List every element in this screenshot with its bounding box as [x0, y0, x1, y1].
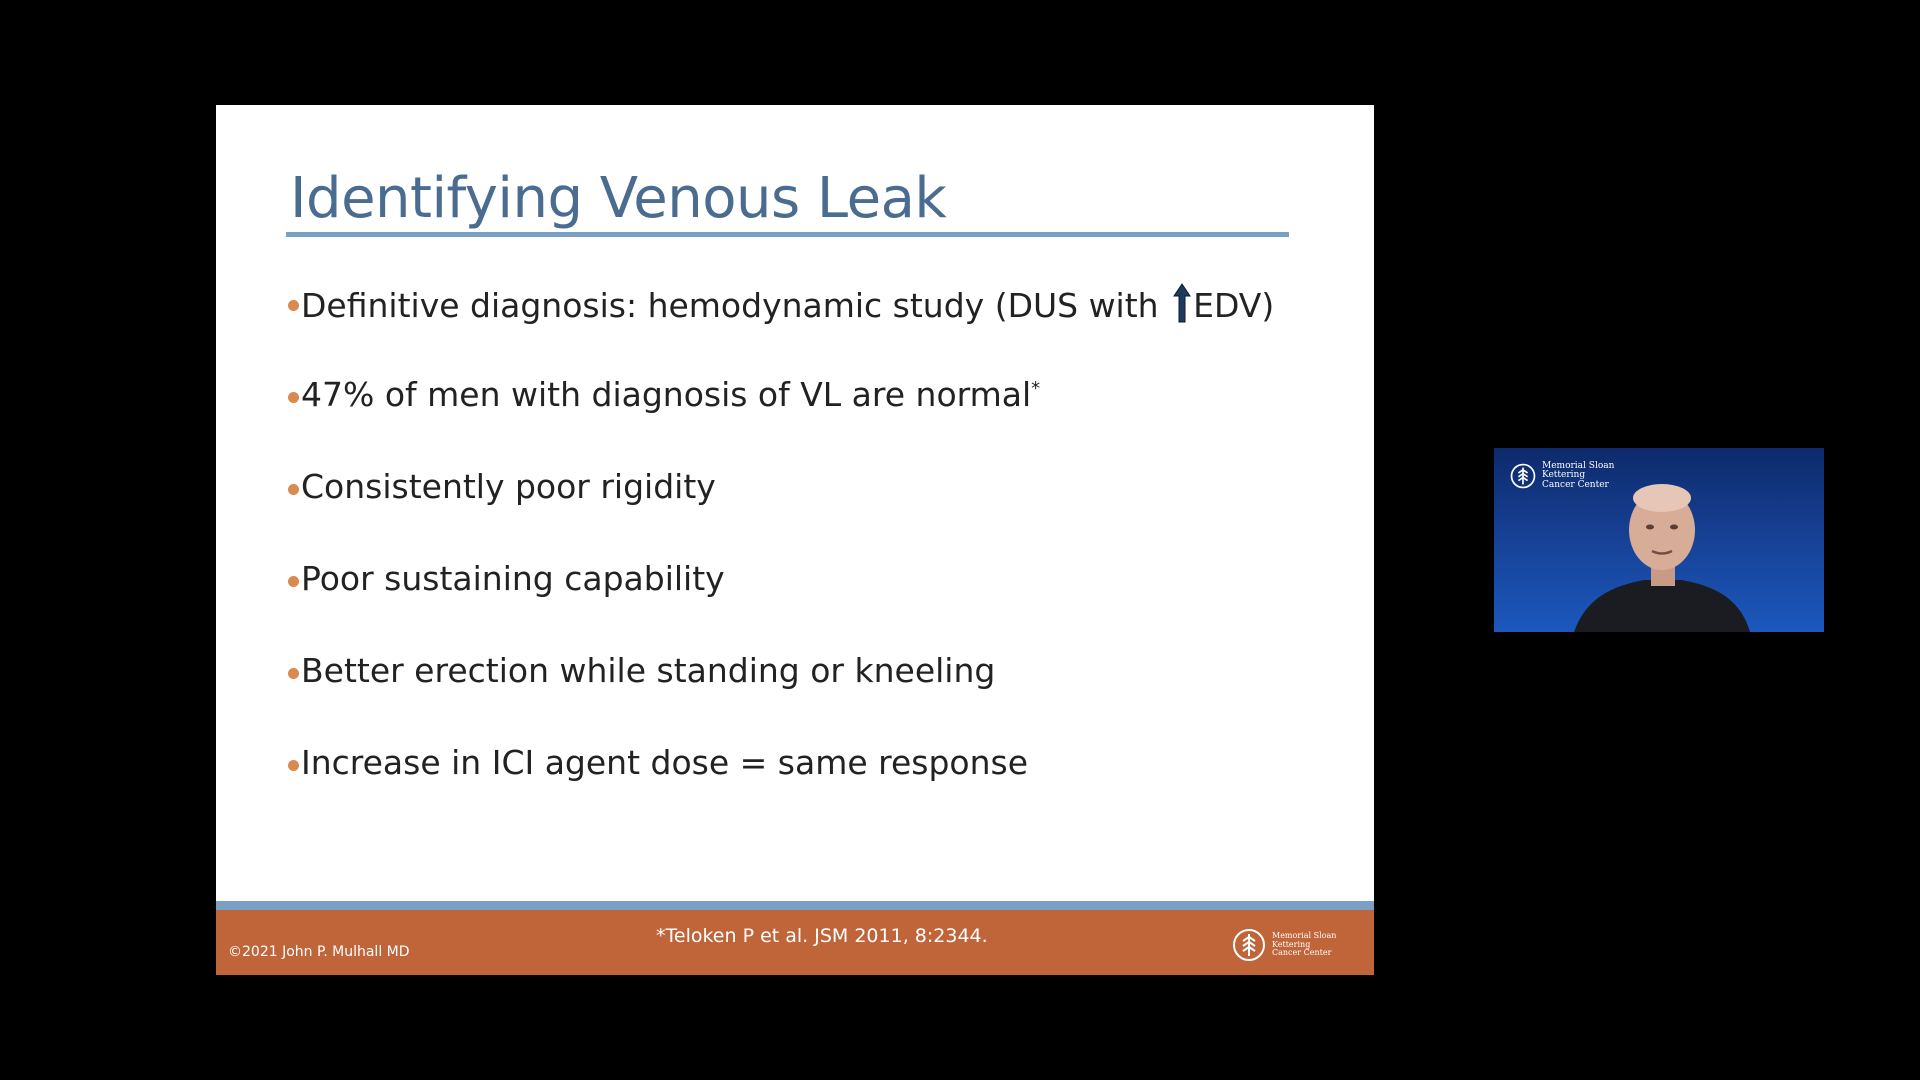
bullet-text: 47% of men with diagnosis of VL are normal* — [301, 375, 1041, 414]
presentation-slide — [216, 105, 1374, 975]
bullet-dot-icon — [288, 668, 299, 679]
webcam-logo-line-1: Memorial Sloan Kettering — [1542, 461, 1615, 481]
msk-logo — [1232, 928, 1362, 962]
slide-title: Identifying Venous Leak — [290, 166, 947, 231]
footer-accent-band — [216, 901, 1374, 910]
webcam-logo-line-2: Cancer Center — [1542, 479, 1609, 490]
bullet-text: Definitive diagnosis: hemodynamic study (DUS with EDV) — [301, 283, 1274, 325]
bullet-item — [288, 467, 1274, 559]
bullet-dot-icon — [288, 760, 299, 771]
logo-line-1: Memorial Sloan Kettering — [1272, 931, 1337, 949]
bullet-item — [288, 559, 1274, 651]
footnote-marker: * — [1031, 378, 1041, 399]
bullet-item — [288, 651, 1274, 743]
bullet-dot-icon — [288, 484, 299, 495]
bullet-dot-icon — [288, 392, 299, 403]
bullet-text: Consistently poor rigidity — [301, 467, 716, 506]
title-underline — [286, 232, 1289, 237]
citation-text: *Teloken P et al. JSM 2011, 8:2344. — [656, 925, 988, 947]
bullet-item — [288, 375, 1274, 467]
speaker-video-tile[interactable] — [1494, 448, 1824, 632]
logo-line-2: Cancer Center — [1272, 948, 1332, 958]
bullet-dot-icon — [288, 300, 299, 311]
msk-emblem-icon — [1232, 928, 1266, 962]
bullet-item — [288, 283, 1274, 375]
slide-footer — [216, 910, 1374, 975]
copyright-text: ©2021 John P. Mulhall MD — [228, 944, 410, 960]
bullet-dot-icon — [288, 576, 299, 587]
bullet-text: Better erection while standing or kneeling — [301, 651, 996, 690]
up-arrow-icon — [1173, 283, 1191, 323]
bullet-text: Increase in ICI agent dose = same response — [301, 743, 1029, 782]
bullet-list — [288, 283, 1274, 835]
bullet-item — [288, 743, 1274, 835]
speaker-silhouette — [1494, 448, 1824, 632]
bullet-text: Poor sustaining capability — [301, 559, 725, 598]
